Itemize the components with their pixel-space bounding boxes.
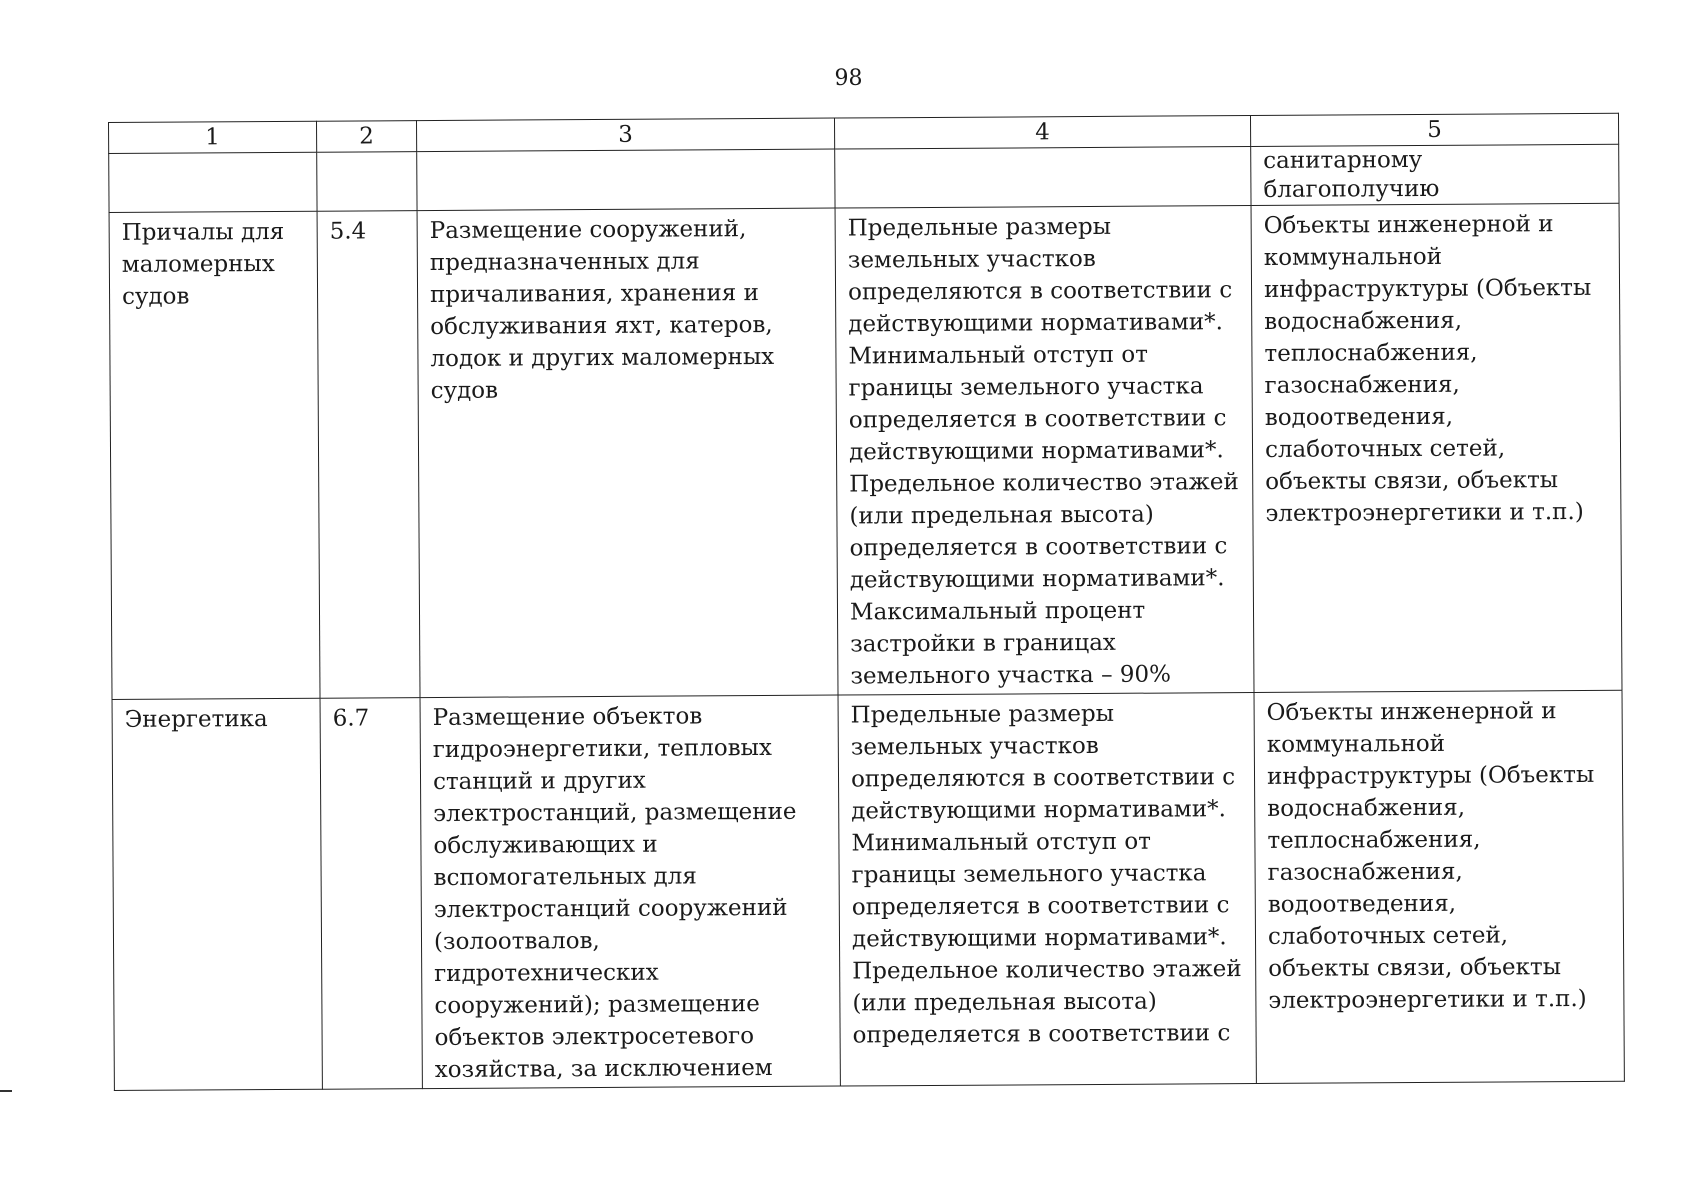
continuation-row [109,144,1619,212]
table-row [109,203,1622,699]
continuation-cell-5: санитарному благополучию [1251,144,1619,205]
related-objects: Объекты инженерной и коммунальной инфраструктуры (Объекты водоснабжения, теплоснабжения, газоснабжения, водоотведения, слаботочных сетей, объекты связи, объекты электроэнергетики и т.п.) [1254,690,1624,1083]
table-row [112,690,1624,1090]
land-use-parameters: Предельные размеры земельных участков определяются в соответствии с действующими нормативами*. Минимальный отступ от границы земельного участка определяется в соответствии с действующими нормативами*. Предельное количество этажей (или предельная высота) определяется в соответствии с [838,693,1256,1087]
land-use-description: Размещение объектов гидроэнергетики, тепловых станций и других электростанций, размещение обслуживающих и вспомогательных для электростанций сооружений (золоотвалов, гидротехнических сооружений); размещение объектов электросетевого хозяйства, за исключением [420,695,840,1089]
land-use-name: Энергетика [112,698,322,1090]
column-header-5: 5 [1250,113,1618,146]
land-use-code: 5.4 [317,211,420,699]
page-number: 98 [834,66,863,91]
continuation-cell-2 [317,152,417,212]
continuation-cell-1 [109,152,317,212]
land-use-table [108,113,1625,1091]
document-sheet [108,113,1624,1091]
related-objects: Объекты инженерной и коммунальной инфраструктуры (Объекты водоснабжения, теплоснабжения, газоснабжения, водоотведения, слаботочных сетей, объекты связи, объекты электроэнергетики и т.п.) [1251,203,1622,692]
column-header-4: 4 [834,116,1250,150]
land-use-code: 6.7 [320,698,422,1090]
column-header-3: 3 [416,118,834,152]
continuation-cell-3 [417,149,835,211]
column-header-1: 1 [109,121,317,153]
scan-margin-mark [0,1090,12,1092]
land-use-parameters: Предельные размеры земельных участков определяются в соответствии с действующими нормативами*. Минимальный отступ от границы земельного участка определяется в соответствии с действующими нормативами*. Предельное количество этажей (или предельная высота) определяется в соответствии с действующими нормативами*. Максимальный процент застройки в границах земельного участка – 90% [835,206,1254,696]
land-use-description: Размещение сооружений, предназначенных для причаливания, хранения и обслуживания яхт, катеров, лодок и других маломерных судов [417,208,838,698]
column-header-2: 2 [316,121,416,153]
continuation-cell-4 [835,147,1251,209]
land-use-name: Причалы для маломерных судов [109,211,320,699]
